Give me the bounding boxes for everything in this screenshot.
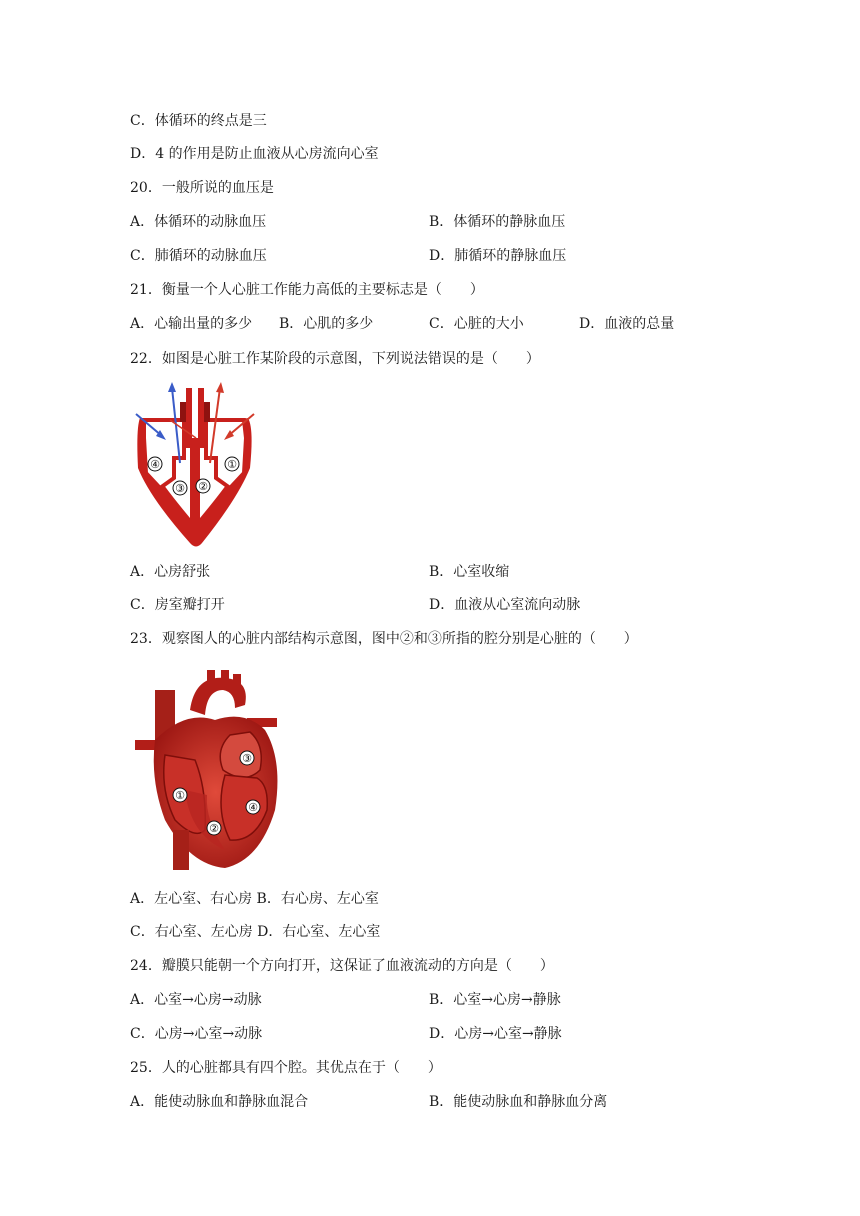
q20-option-d: D．肺循环的静脉血压 — [429, 248, 567, 264]
question-23: 23．观察图人的心脏内部结构示意图，图中②和③所指的腔分别是心脏的（ ） — [130, 631, 638, 647]
q25-option-a: A．能使动脉血和静脉血混合 — [130, 1094, 309, 1110]
q20-option-b: B．体循环的静脉血压 — [429, 214, 566, 230]
question-22: 22．如图是心脏工作某阶段的示意图，下列说法错误的是（ ） — [130, 351, 540, 367]
heart-anatomy-figure — [135, 670, 285, 870]
q24-option-b: B．心室→心房→静脉 — [429, 992, 561, 1008]
option-d-prev: D．4 的作用是防止血液从心房流向心室 — [130, 146, 379, 162]
heart-schematic-figure — [130, 378, 260, 553]
question-24: 24．瓣膜只能朝一个方向打开，这保证了血液流动的方向是（ ） — [130, 958, 554, 974]
q23-options-ab: A．左心室、右心房 B．右心房、左心室 — [130, 891, 379, 907]
q22-option-d: D．血液从心室流向动脉 — [429, 597, 581, 613]
q22-option-c: C．房室瓣打开 — [130, 597, 225, 613]
q21-option-d: D．血液的总量 — [579, 316, 675, 332]
q21-option-b: B．心肌的多少 — [279, 316, 374, 332]
figure22-label-1: ① — [227, 458, 237, 471]
figure23-label-1: ① — [175, 789, 185, 802]
q24-option-a: A．心室→心房→动脉 — [130, 992, 262, 1008]
q22-option-a: A．心房舒张 — [130, 564, 211, 580]
q24-option-d: D．心房→心室→静脉 — [429, 1026, 562, 1042]
q21-option-c: C．心脏的大小 — [429, 316, 524, 332]
q22-option-b: B．心室收缩 — [429, 564, 510, 580]
figure22-label-3: ③ — [175, 482, 185, 495]
question-20: 20．一般所说的血压是 — [130, 180, 274, 196]
figure22-label-4: ④ — [150, 458, 160, 471]
question-25: 25．人的心脏都具有四个腔。其优点在于（ ） — [130, 1060, 442, 1076]
figure23-label-2: ② — [209, 822, 219, 835]
figure22-label-2: ② — [198, 480, 208, 493]
option-c-prev: C．体循环的终点是三 — [130, 113, 267, 129]
figure23-label-4: ④ — [248, 801, 258, 814]
q20-option-c: C．肺循环的动脉血压 — [130, 248, 267, 264]
q24-option-c: C．心房→心室→动脉 — [130, 1026, 263, 1042]
figure23-label-3: ③ — [242, 752, 252, 765]
q20-option-a: A．体循环的动脉血压 — [130, 214, 267, 230]
q25-option-b: B．能使动脉血和静脉血分离 — [429, 1094, 608, 1110]
q23-options-cd: C．右心室、左心房 D．右心室、左心室 — [130, 924, 381, 940]
question-21: 21．衡量一个人心脏工作能力高低的主要标志是（ ） — [130, 282, 484, 298]
q21-option-a: A．心输出量的多少 — [130, 316, 253, 332]
